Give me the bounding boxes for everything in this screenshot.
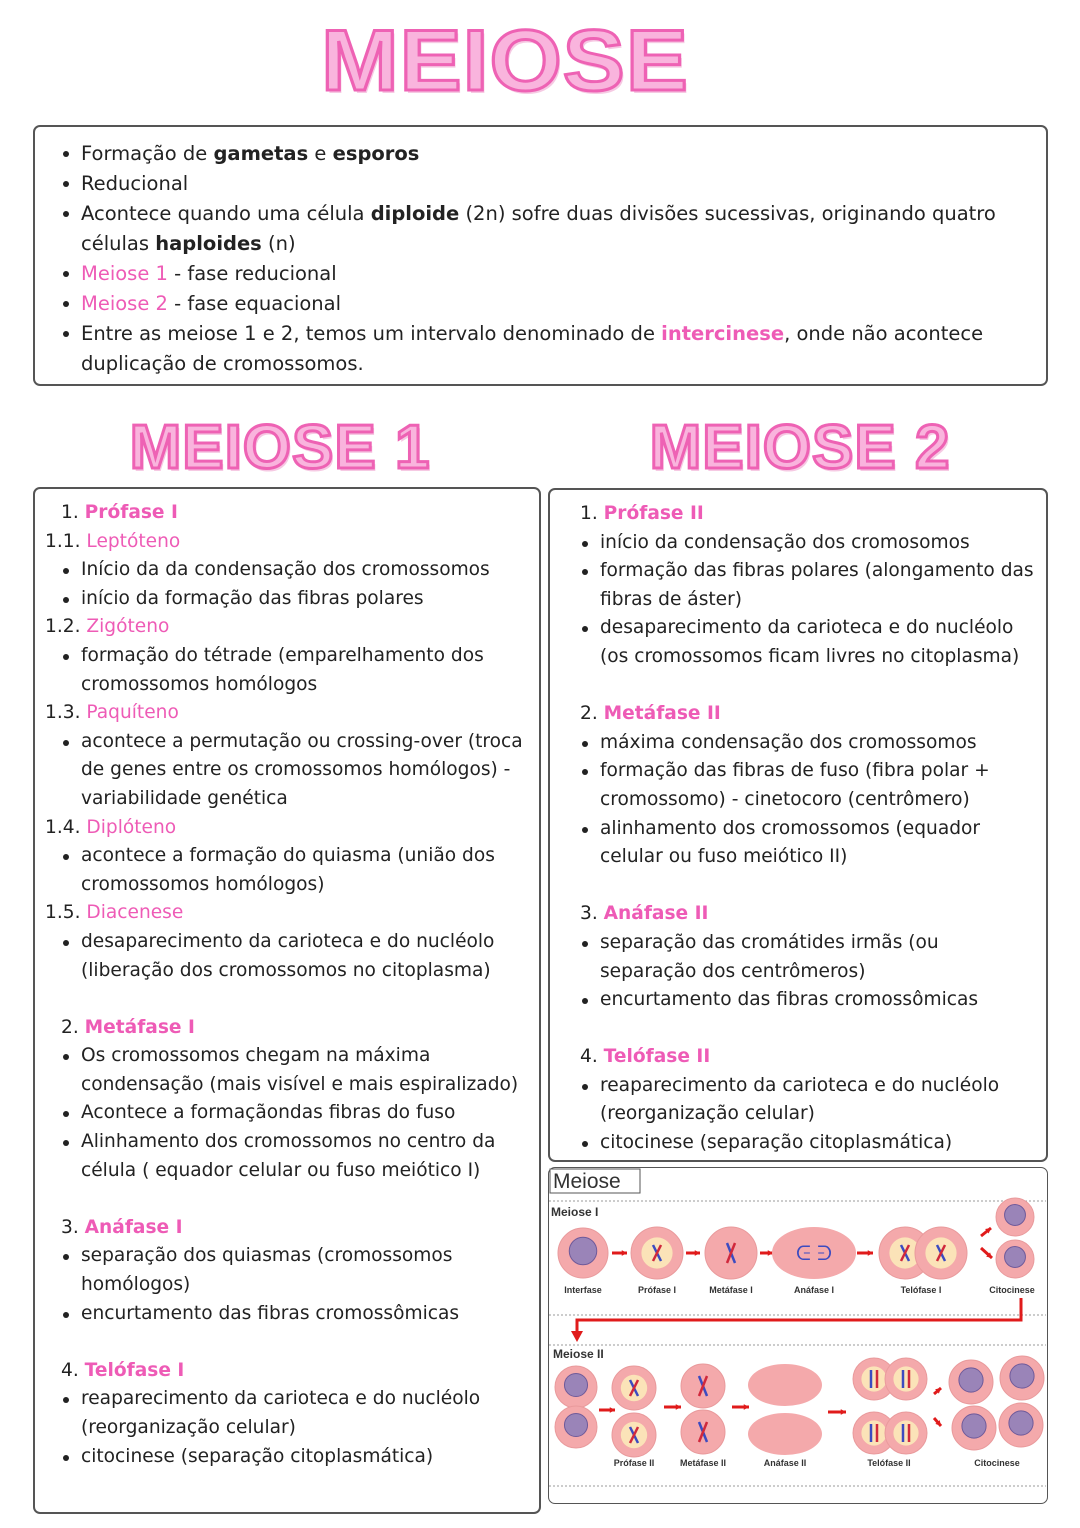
- intro-box: [33, 125, 1048, 386]
- highlight-text: haploides: [155, 232, 262, 255]
- phase-heading: [45, 1214, 531, 1243]
- phase-name: Diacenese: [86, 902, 184, 924]
- spacer: [564, 672, 1038, 701]
- bullet-item: início da condensação dos cromosomos: [564, 529, 1038, 558]
- phase-heading: [45, 499, 531, 528]
- arrow-icon: [599, 1407, 615, 1413]
- bullet-item: início da formação das fibras polares: [45, 585, 531, 614]
- text: (n): [261, 232, 296, 255]
- spacer: [45, 1328, 531, 1357]
- phase-heading: [564, 700, 1038, 729]
- highlight-text: Meiose 2: [81, 292, 168, 315]
- phase-name: Leptóteno: [86, 530, 181, 552]
- item-number: 3.: [61, 1216, 85, 1238]
- bullet-item: formação das fibras de fuso (fibra polar + cromossomo) - cinetocoro (centrômero): [564, 757, 1038, 814]
- cell: [555, 1406, 597, 1448]
- phase-name: Prófase I: [84, 502, 178, 523]
- subphase-heading: [45, 699, 531, 728]
- bullet-item: separação das cromátides irmãs (ou separação dos centrômeros): [564, 929, 1038, 986]
- arrow-icon: [934, 1388, 941, 1394]
- intro-bullet: [59, 139, 1026, 169]
- bullet-item: desaparecimento da carioteca e do nucléolo (liberação dos cromossomos no citoplasma): [45, 928, 531, 985]
- phase-name: Anáfase II: [603, 903, 709, 925]
- citocinese-cell-b: [996, 1240, 1034, 1278]
- highlight-text: gametas: [213, 142, 309, 165]
- phase-name: Diplóteno: [86, 816, 177, 838]
- citocinese-cell-a: [996, 1198, 1034, 1236]
- item-number: 4.: [61, 1359, 85, 1381]
- spacer: [45, 1185, 531, 1214]
- bullet-item: separação dos quiasmas (cromossomos homólogos): [45, 1242, 531, 1299]
- highlight-text: esporos: [332, 142, 420, 165]
- metafase2-cell: [681, 1410, 725, 1454]
- item-number: 1.: [580, 503, 604, 524]
- bullet-item: Acontece a formaçãondas fibras do fuso: [45, 1099, 531, 1128]
- phase-heading: [45, 1014, 531, 1043]
- item-number: 3.: [580, 903, 604, 925]
- phase-heading: [564, 500, 1038, 529]
- bullet-item: reaparecimento da carioteca e do nucléolo (reorganização celular): [564, 1072, 1038, 1129]
- arrow-icon: [934, 1418, 941, 1426]
- phase-heading: [564, 1043, 1038, 1072]
- diagram-label: Prófase II: [613, 1458, 655, 1468]
- subphase-heading: [45, 814, 531, 843]
- item-number: 1.5.: [45, 902, 87, 924]
- phase-heading: [564, 900, 1038, 929]
- diagram-label: Prófase I: [637, 1285, 677, 1295]
- subphase-heading: [45, 613, 531, 642]
- bullet-item: citocinese (separação citoplasmática): [564, 1129, 1038, 1158]
- meiose2-box: [548, 488, 1048, 1162]
- item-number: 2.: [61, 1016, 85, 1038]
- arrow-icon: [760, 1250, 773, 1256]
- cell: [949, 1360, 993, 1404]
- meiose1-box: [33, 487, 541, 1514]
- highlight-text: intercinese: [661, 322, 785, 345]
- meiose2-heading: MEIOSE 2: [649, 413, 951, 482]
- arrow-icon: [981, 1248, 992, 1258]
- phase-name: Zigóteno: [86, 616, 170, 638]
- intro-bullet: [59, 289, 1026, 319]
- bullet-item: formação das fibras polares (alongamento das fibras de áster): [564, 557, 1038, 614]
- bullet-item: Início da da condensação dos cromossomos: [45, 556, 531, 585]
- diagram-label: Anáfase II: [763, 1458, 807, 1468]
- bullet-item: máxima condensação dos cromossomos: [564, 729, 1038, 758]
- intro-bullet: [59, 319, 1026, 379]
- diagram-label: Citocinese: [989, 1285, 1035, 1295]
- text: , onde não acontece duplicação de cromossomos.: [81, 322, 984, 375]
- item-number: 1.: [61, 502, 85, 523]
- interfase-cell: [558, 1228, 608, 1278]
- arrow-icon: [664, 1404, 681, 1410]
- meiosis-diagram: [548, 1167, 1048, 1504]
- phase-name: Metáfase II: [603, 703, 721, 725]
- bullet-item: acontece a permutação ou crossing-over (troca de genes entre os cromossomos homólogos) - variabilidade genética: [45, 728, 531, 814]
- highlight-text: diploide: [370, 202, 460, 225]
- telofase2-cell: [885, 1412, 927, 1454]
- spacer: [564, 872, 1038, 901]
- bullet-item: Os cromossomos chegam na máxima condensação (mais visível e mais espiralizado): [45, 1042, 531, 1099]
- profase1-cell: [631, 1227, 683, 1279]
- phase-name: Anáfase I: [84, 1216, 183, 1238]
- diagram-label: Metáfase II: [679, 1458, 727, 1468]
- bullet-item: citocinese (separação citoplasmática): [45, 1443, 531, 1472]
- item-number: 1.2.: [45, 616, 87, 638]
- item-number: 2.: [580, 703, 604, 725]
- bullet-item: encurtamento das fibras cromossômicas: [45, 1300, 531, 1329]
- item-number: 1.1.: [45, 530, 87, 552]
- bullet-item: alinhamento dos cromossomos (equador celular ou fuso meiótico II): [564, 815, 1038, 872]
- bullet-item: desaparecimento da carioteca e do nucléolo (os cromossomos ficam livres no citoplasma): [564, 614, 1038, 671]
- cell: [999, 1403, 1043, 1447]
- subphase-heading: [45, 899, 531, 928]
- metafase2-cell: [681, 1364, 725, 1408]
- profase2-cell: [612, 1366, 656, 1410]
- spacer: [564, 1015, 1038, 1044]
- text: Acontece quando uma célula: [81, 202, 371, 225]
- cell: [1000, 1356, 1044, 1400]
- highlight-text: Meiose 1: [81, 262, 168, 285]
- connector-arrow-icon: [571, 1298, 1021, 1342]
- diagram-label: Meiose: [553, 1170, 621, 1193]
- arrow-icon: [732, 1404, 749, 1410]
- phase-heading: [45, 1357, 531, 1386]
- intro-bullet: [59, 199, 1026, 259]
- spacer: [45, 985, 531, 1014]
- text: Formação de: [81, 142, 214, 165]
- text: - fase equacional: [167, 292, 342, 315]
- item-number: 4.: [580, 1046, 604, 1068]
- text: Reducional: [81, 172, 189, 195]
- intro-bullet: [59, 169, 1026, 199]
- bullet-item: formação do tétrade (emparelhamento dos cromossomos homólogos: [45, 642, 531, 699]
- diagram-label: Anáfase I: [793, 1285, 835, 1295]
- arrow-icon: [612, 1250, 627, 1256]
- phase-name: Metáfase I: [84, 1016, 195, 1038]
- page-title: MEIOSE: [321, 13, 689, 109]
- bullet-item: encurtamento das fibras cromossômicas: [564, 986, 1038, 1015]
- diagram-label: Telófase I: [900, 1285, 942, 1295]
- anafase2-cell: [748, 1364, 822, 1406]
- bullet-item: Alinhamento dos cromossomos no centro da célula ( equador celular ou fuso meiótico I): [45, 1128, 531, 1185]
- bullet-item: reaparecimento da carioteca e do nucléolo (reorganização celular): [45, 1385, 531, 1442]
- profase2-cell: [612, 1413, 656, 1457]
- chromosome-icon: ᕮ ᕭ: [795, 1241, 833, 1265]
- arrow-icon: [857, 1250, 873, 1256]
- text: - fase reducional: [167, 262, 337, 285]
- arrow-icon: [981, 1228, 991, 1236]
- diagram-label: Citocinese: [974, 1458, 1020, 1468]
- diagram-label: Meiose I: [551, 1205, 599, 1219]
- item-number: 1.3.: [45, 702, 87, 724]
- subphase-heading: [45, 528, 531, 557]
- phase-name: Telófase I: [84, 1359, 185, 1381]
- text: e: [308, 142, 333, 165]
- bullet-item: acontece a formação do quiasma (união dos cromossomos homólogos): [45, 842, 531, 899]
- diagram-svg: [549, 1168, 1046, 1502]
- diagram-label: Metáfase I: [709, 1285, 753, 1295]
- cell: [555, 1366, 597, 1408]
- phase-name: Telófase II: [603, 1046, 711, 1068]
- telofase1-cell-b: [915, 1227, 967, 1279]
- arrow-icon: [828, 1409, 846, 1415]
- telofase2-cell: [885, 1358, 927, 1400]
- arrow-icon: [686, 1250, 700, 1256]
- diagram-label: Meiose II: [553, 1347, 604, 1361]
- item-number: 1.4.: [45, 816, 87, 838]
- anafase2-cell: [748, 1413, 822, 1455]
- text: Entre as meiose 1 e 2, temos um intervalo denominado de: [81, 322, 662, 345]
- phase-name: Paquíteno: [86, 702, 179, 724]
- intro-list: [59, 139, 1026, 379]
- diagram-label: Telófase II: [867, 1458, 911, 1468]
- phase-name: Prófase II: [603, 503, 704, 524]
- intro-bullet: [59, 259, 1026, 289]
- meiose1-heading: MEIOSE 1: [129, 413, 431, 482]
- metafase1-cell: [705, 1227, 757, 1279]
- cell: [952, 1406, 996, 1450]
- diagram-label: Interfase: [564, 1285, 602, 1295]
- text: (2n) sofre duas divisões sucessivas, originando quatro células: [81, 202, 996, 255]
